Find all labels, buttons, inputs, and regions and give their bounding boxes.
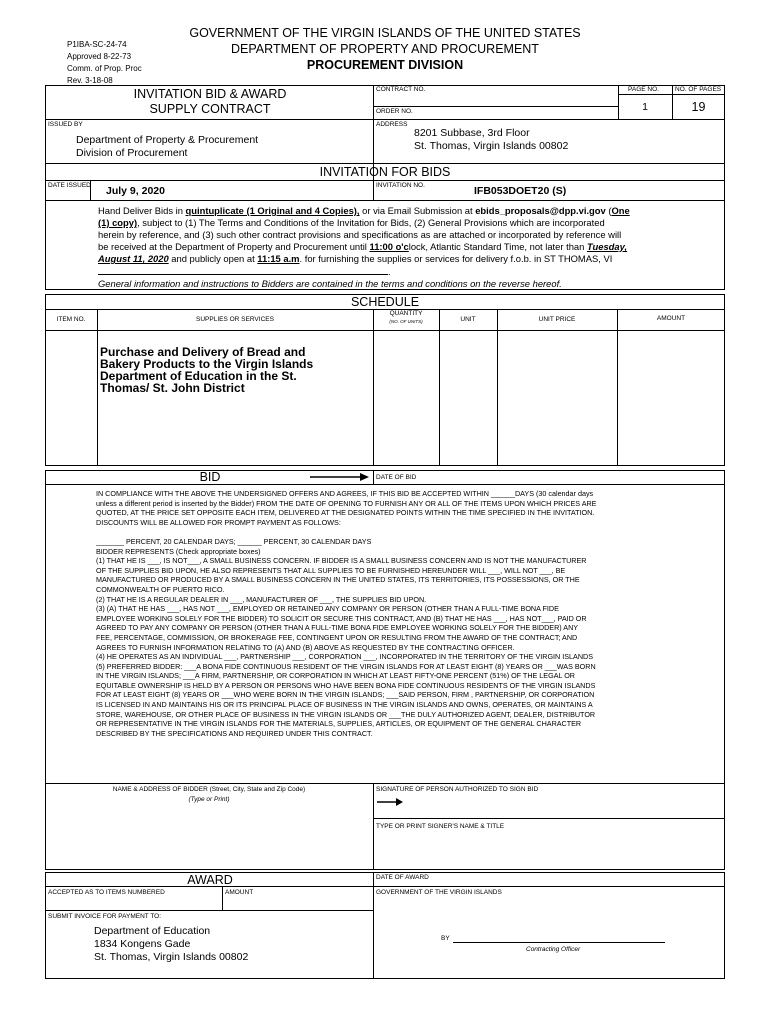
contract-order-divider [373, 106, 618, 107]
header-government: GOVERNMENT OF THE VIRGIN ISLANDS OF THE UNITED STATES [189, 26, 581, 40]
bidder-info-divider [45, 783, 725, 784]
issued-by-line1: Department of Property & Procurement [76, 134, 259, 146]
desc-line-1: Purchase and Delivery of Bread and [100, 345, 306, 359]
form-code: P1IBA-SC-24-74 [67, 40, 127, 49]
bid-line: unless a different period is inserted by the Bidder) FROM THE DATE OF OPENING TO FURNISH ANY OR ALL OF THE ITEMS UPON WHICH PRICES ARE [96, 498, 597, 508]
accepted-label: ACCEPTED AS TO ITEMS NUMBERED [48, 889, 165, 896]
bidder-info-vertical [373, 783, 374, 870]
desc-line-4: Thomas/ St. John District [100, 381, 245, 395]
general-info-note: General information and instructions to Bidders are contained in the terms and conditions on the reverse hereof. [98, 278, 562, 289]
issued-by-label: ISSUED BY [48, 121, 83, 128]
contract-title-1: INVITATION BID & AWARD [133, 87, 287, 101]
payee-line-1: Department of Education [94, 925, 211, 937]
bid-line: STORE, WAREHOUSE, OR OTHER PLACE OF BUSINESS IN THE VIRGIN ISLANDS OR ___THE DULY AUTHORIZED AGENT, DEALER, DISTRIBUTOR [96, 709, 596, 719]
name-address-label: NAME & ADDRESS OF BIDDER (Street, City, State and Zip Code) [112, 786, 306, 793]
bid-line: OF THE SUPPLIES BID UPON, HE ALSO REPRESENTS THAT ALL SUPPLIES TO BE FURNISHED HEREUNDER WILL ___, WILL NOT ___, BE [96, 565, 566, 575]
signer-name-label: TYPE OR PRINT SIGNER'S NAME & TITLE [376, 823, 505, 830]
bid-line: FOR AT LEAST EIGHT (8) YEARS OR ___WHO WERE BORN IN THE VIRGIN ISLANDS; ___SAID PERSON, FIRM , PARTNERSHIP, OR CORPORATION [96, 690, 595, 700]
by-label: BY [441, 935, 450, 942]
col-divider-4 [497, 309, 498, 466]
amount-divider [222, 886, 223, 910]
date-issued-value: July 9, 2020 [106, 185, 165, 197]
approved-date: Approved 8-22-73 [67, 52, 132, 61]
header-division: PROCUREMENT DIVISION [306, 58, 464, 72]
col-item-no: ITEM NO. [56, 316, 86, 323]
invitation-line-6: . [98, 265, 718, 278]
bid-line: COMMONWEALTH OF PUERTO RICO. [96, 584, 225, 594]
award-heading: AWARD [187, 873, 233, 887]
bid-line: (4) HE OPERATES AS AN INDIVIDUAL ___, PARTNERSHIP ___, CORPORATION ___, INCORPORATED IN THE TERRITORY OF THE VIRGIN ISLANDS [96, 652, 593, 662]
col-quantity: QUANTITY [389, 310, 423, 317]
bid-line [96, 527, 721, 537]
bid-line: (2) THAT HE IS A REGULAR DEALER IN ___, MANUFACTURER OF ___, THE SUPPLIES BID UPON. [96, 594, 427, 604]
comm-label: Comm. of Prop. Proc [67, 64, 142, 73]
submit-divider [45, 910, 373, 911]
rev-date: Rev. 3-18-08 [67, 76, 113, 85]
date-divider [45, 180, 725, 181]
bid-line: MANUFACTURED OR PRODUCED BY A SMALL BUSINESS CONCERN IN THE UNITED STATES, ITS TERRITORIES, ITS POSSESSIONS, OR THE [96, 575, 580, 585]
signature-field[interactable] [376, 805, 722, 817]
page-no-value: 1 [642, 101, 648, 113]
invitation-no-label: INVITATION NO. [376, 182, 425, 189]
government-label: GOVERNMENT OF THE VIRGIN ISLANDS [376, 889, 502, 896]
bid-line: IN COMPLIANCE WITH THE ABOVE THE UNDERSIGNED OFFERS AND AGREES, IF THIS BID BE ACCEPTED WITHIN ______DAYS (30 calendar days [96, 489, 594, 498]
bid-line: AGREES TO FURNISH INFORMATION RELATING TO (A) AND (B) ABOVE AS REQUESTED BY THE CONTRACTING OFFICER. [96, 642, 515, 652]
no-pages-label: NO. OF PAGES [675, 86, 722, 93]
invitation-no-divider [373, 180, 374, 200]
contracting-officer-label: Contracting Officer [526, 946, 581, 953]
invitation-line-2: (1) copy), subject to (1) The Terms and Conditions of the Invitation for Bids, (2) General Provisions which are incorporated [98, 217, 605, 228]
invitation-line-3: herein by reference, and (3) such other contract provisions and specifications as are attached or incorporated by reference will [98, 229, 622, 240]
issued-divider [45, 119, 725, 120]
col-divider-3 [439, 309, 440, 466]
payee-line-2: 1834 Kongens Gade [94, 938, 191, 950]
date-of-award-label: DATE OF AWARD [376, 874, 429, 881]
col-amount: AMOUNT [656, 315, 686, 322]
page-label-underline [618, 94, 725, 95]
bid-line: QUOTED, AT THE PRICE SET OPPOSITE EACH ITEM, DELIVERED AT THE DESIGNATED POINTS WITHIN THE TIME SPECIFIED IN THE INVITATION. [96, 508, 595, 518]
page-no-label: PAGE NO. [628, 86, 659, 93]
date-issued-label: DATE ISSUED [48, 182, 91, 189]
bid-line: DISCOUNTS WILL BE ALLOWED FOR PROMPT PAYMENT AS FOLLOWS: [96, 517, 341, 527]
contract-no-label: CONTRACT NO. [376, 86, 426, 93]
bid-date-divider [373, 470, 374, 484]
by-signature-line [453, 942, 665, 943]
bid-line: IN THE VIRGIN ISLANDS; ___A FIRM, PARTNERSHIP, OR CORPORATION IN WHICH AT LEAST FIFTY-ONE PERCENT (51%) OF THE LEGAL OR [96, 671, 575, 681]
desc-line-3: Department of Education in the St. [100, 369, 297, 383]
address-label: ADDRESS [376, 121, 408, 128]
schedule-heading: SCHEDULE [350, 295, 420, 309]
payee-line-3: St. Thomas, Virgin Islands 00802 [94, 951, 249, 963]
desc-line-2: Bakery Products to the Virgin Islands [100, 357, 314, 371]
bid-heading: BID [199, 470, 221, 484]
header-department: DEPARTMENT OF PROPERTY AND PROCUREMENT [231, 42, 539, 56]
signature-divider [373, 818, 725, 819]
contract-title-2: SUPPLY CONTRACT [149, 102, 271, 116]
invitation-divider [45, 163, 725, 164]
col-supplies: SUPPLIES OR SERVICES [196, 316, 274, 323]
invitation-no-value: IFB053DOET20 (S) [474, 185, 567, 197]
bid-line: (3) (A) THAT HE HAS ___, HAS NOT ___, EMPLOYED OR RETAINED ANY COMPANY OR PERSON (OTHER THAN A FULL-TIME BONA FIDE [96, 604, 559, 614]
schedule-columns-divider [45, 330, 725, 331]
signature-label: SIGNATURE OF PERSON AUTHORIZED TO SIGN BID [376, 786, 539, 793]
bid-line: IS LICENSED IN AND MAINTAINS HIS OR ITS PRINCIPAL PLACE OF BUSINESS IN THE VIRGIN ISLANDS AND OWNS, OPERATES, OR MAINTAINS A [96, 700, 593, 710]
type-or-print-label: (Type or Print) [188, 796, 230, 803]
award-vertical [373, 872, 374, 979]
bid-line: EMPLOYEE WORKING SOLELY FOR THE BIDDER) TO SOLICIT OR SECURE THIS CONTRACT, AND (B) THAT HE HAS ___, HAS NOT___, PAID OR [96, 613, 587, 623]
address-line1: 8201 Subbase, 3rd Floor [414, 127, 530, 139]
submit-invoice-label: SUBMIT INVOICE FOR PAYMENT TO: [48, 913, 162, 920]
invitation-line-1: Hand Deliver Bids in quintuplicate (1 Original and 4 Copies), or via Email Submission at ebids_proposals@dpp.vi.gov (One [98, 205, 630, 216]
col-quantity-sub: (NO. OF UNITS) [389, 319, 423, 324]
col-unit: UNIT [460, 316, 476, 323]
date-of-bid-label: DATE OF BID [376, 474, 417, 481]
bid-heading-divider [45, 484, 725, 485]
bid-line: BIDDER REPRESENTS (Check appropriate boxes) [96, 546, 261, 556]
invitation-line-5: August 11, 2020 and publicly open at 11:15 a.m. for furnishing the supplies or services for delivery f.o.b. in ST THOMAS, VI [98, 253, 613, 264]
invitation-line-4: be received at the Department of Property and Procurement until 11:00 o'clock, Atlantic Standard Time, not later than Tuesday, [98, 241, 628, 252]
bid-line: OR REPRESENTATIVE IN THE VIRGIN ISLANDS FOR THE MATERIALS, SUPPLIES, ARTICLES, OR EQUIPMENT OF THE GENERAL CHARACTER [96, 719, 582, 729]
invitation-heading: INVITATION FOR BIDS [319, 165, 451, 179]
paragraph-divider [45, 200, 725, 201]
award-heading-divider [45, 886, 725, 887]
bid-line: FEE, PERCENTAGE, COMMISSION, OR BROKERAGE FEE, CONTINGENT UPON OR RESULTING FROM THE AWARD OF THE CONTRACT; AND [96, 632, 578, 642]
col-divider-5 [617, 309, 618, 466]
bid-arrow-icon [308, 471, 370, 483]
col-divider-2 [373, 309, 374, 466]
issued-by-line2: Division of Procurement [76, 147, 188, 159]
col-unit-price: UNIT PRICE [538, 316, 576, 323]
bid-line: EQUITABLE OWNERSHIP IS HELD BY A PERSON OR PERSONS WHO HAVE BEEN BONA FIDE CONTINUOUS RESIDENTS OF THE VIRGIN ISLANDS [96, 680, 596, 690]
order-no-label: ORDER NO. [376, 108, 413, 115]
schedule-description [100, 346, 313, 394]
bid-line: _______ PERCENT, 20 CALENDAR DAYS; ______ PERCENT, 30 CALENDAR DAYS [96, 536, 372, 546]
no-pages-value: 19 [691, 100, 706, 114]
bid-line: AGREED TO PAY ANY COMPANY OR PERSON (OTHER THAN A FULL-TIME BONA FIDE EMPLOYEE WORKING SOLELY FOR THE BIDDER) ANY [96, 623, 579, 633]
address-line2: St. Thomas, Virgin Islands 00802 [414, 140, 569, 152]
bid-line: DESCRIBED BY THE SPECIFICATIONS AND REQUIRED UNDER THIS CONTRACT. [96, 728, 373, 738]
bid-terms [96, 489, 721, 738]
col-divider-1 [97, 309, 98, 466]
bid-line: (1) THAT HE IS ___, IS NOT___, A SMALL BUSINESS CONCERN. IF BIDDER IS A SMALL BUSINESS CONCERN AND IS NOT THE MANUFACTURER [96, 556, 587, 566]
bid-line: (5) PREFERRED BIDDER: ___A BONA FIDE CONTINUOUS RESIDENT OF THE VIRGIN ISLANDS FOR AT LEAST EIGHT (8) YEARS OR ___WAS BORN [96, 661, 596, 671]
invitation-paragraph [98, 205, 718, 290]
amount-label: AMOUNT [225, 889, 254, 896]
